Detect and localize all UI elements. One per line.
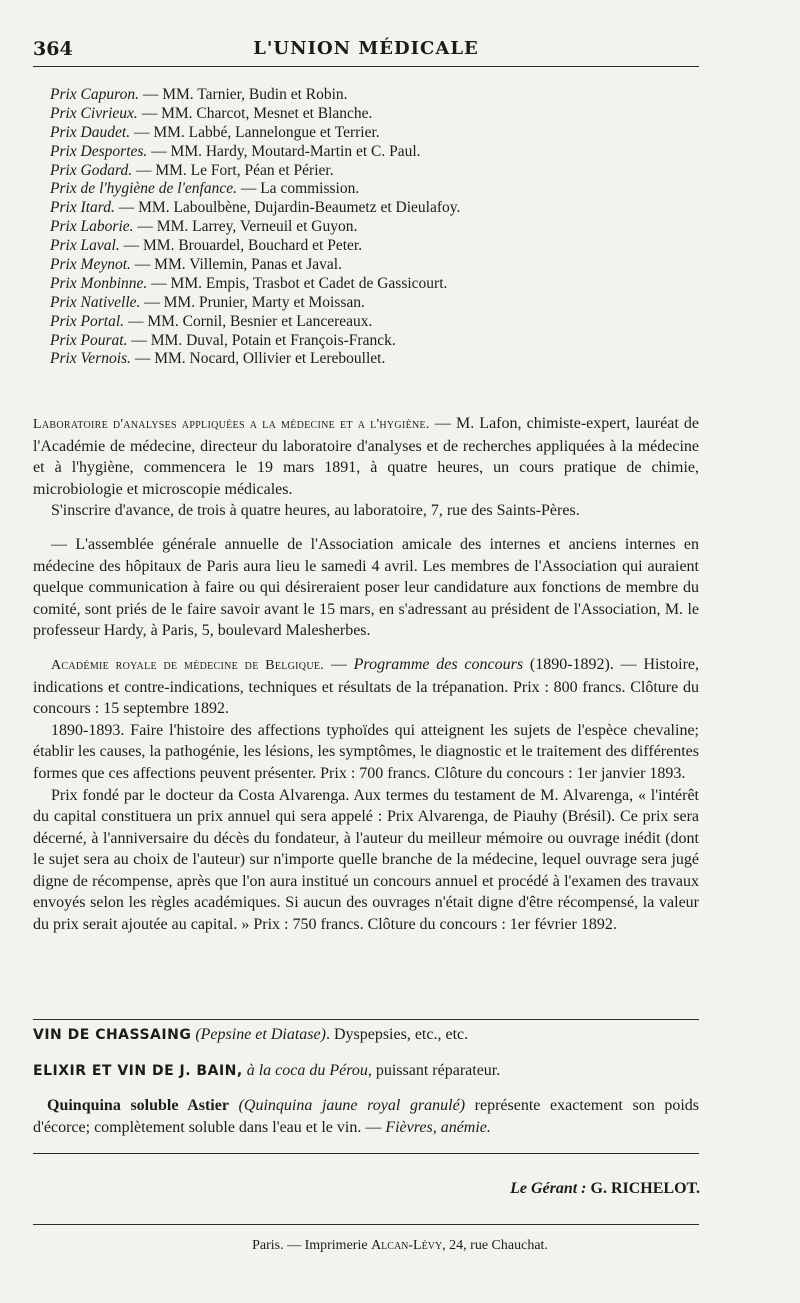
prize-name: Prix Laborie. [50,218,134,236]
prize-name: Prix Meynot. [50,256,131,274]
imprint-pre: Paris. — Imprimerie [252,1238,372,1253]
prize-jury: — MM. Villemin, Panas et Javal. [130,256,342,274]
ad-astier [33,1095,699,1138]
prize-item [50,180,690,199]
imprint-address: , 24, rue Chauchat. [442,1238,548,1253]
academie-paragraph-2: 1890-1893. Faire l'histoire des affections typhoïdes qui atteignent les sujets de l'espèce chevaline; établir les causes, la pathogénie, les lésions, les symptômes, le diagnostic et le traitement des différentes formes que ces affections peuvent présenter. Prix : 700 francs. Clôture du concours : 1er janvier 1893. [33,721,699,782]
prize-jury: — MM. Duval, Potain et François-Franck. [127,331,396,349]
prize-jury: — MM. Cornil, Besnier et Lancereaux. [124,312,373,330]
prize-jury: — MM. Labbé, Lannelongue et Terrier. [130,123,380,141]
prize-item [50,350,690,369]
ad-text: , puissant réparateur. [367,1061,501,1079]
prize-item [50,256,690,275]
prize-item [50,237,690,256]
ad-chassaing [33,1024,699,1047]
imprint-rule [33,1224,699,1225]
ad-text: représente exactement son poids d'écorce; complètement soluble dans l'eau et le vin. — [33,1097,699,1136]
prize-name: Prix Itard. [50,199,115,217]
prize-item [50,105,690,124]
page-header [33,36,699,60]
gerant-label: Le Gérant : [510,1180,587,1197]
prize-name: Prix Godard. [50,161,133,179]
ad-brand: ELIXIR ET VIN DE J. BAIN, [33,1062,243,1079]
page-number: 364 [33,38,73,60]
prize-item [50,218,690,237]
ad-text: . Dyspepsies, etc., etc. [325,1026,469,1043]
prize-name: Prix Daudet. [50,123,131,141]
prize-name: Prix de l'hygiène de l'enfance. [50,180,237,198]
prize-name: Prix Vernois. [50,350,131,368]
ad-italic: à la coca du Pérou [242,1061,368,1079]
prize-name: Prix Capuron. [50,86,139,103]
prize-item [50,162,690,181]
labo-text: — M. Lafon, chimiste-expert, lauréat de l'Académie de médecine, directeur du laboratoire d'analyses et de recherches appliquées à la médecine et à l'hygiène, commencera le 19 mars 1891, à quatre heures, un cours pratique de chimie, microbiologie et microscopie médicales. [33,415,700,498]
ad-brand: Quinquina soluble Astier [47,1097,229,1115]
prize-jury: — MM. Le Fort, Péan et Périer. [132,161,334,179]
academie-heading: Académie royale de médecine de Belgique. [51,657,325,673]
prize-name: Prix Nativelle. [50,293,141,311]
prize-jury: — MM. Empis, Trasbot et Cadet de Gassicourt. [147,274,448,292]
prize-item [50,313,690,332]
prize-name: Prix Pourat. [50,331,128,349]
prize-jury: — MM. Larrey, Verneuil et Guyon. [133,218,358,236]
prize-name: Prix Desportes. [50,142,148,160]
article-body [33,413,699,936]
imprint-printer: Alcan-Lévy [371,1238,443,1253]
academie-programme: Programme des concours [353,655,524,673]
assoc-paragraph: — L'assemblée générale annuelle de l'Association amicale des internes et anciens internes en médecine des hôpitaux de Paris aura lieu le samedi 4 avril. Les membres de l'Association qui auraient quelque communication à faire ou qui désireraient poser leur candidature aux fonctions de membre du comité, sont priés de le faire savoir avant le 15 mars, en s'adressant au président de l'Association, M. le professeur Hardy, à Paris, 5, boulevard Malesherbes. [33,535,699,640]
prize-jury: — MM. Nocard, Ollivier et Lereboullet. [130,350,386,368]
academie-paragraph-3: Prix fondé par le docteur da Costa Alvarenga. Aux termes du testament de M. Alvarenga, « l'intérêt du capital constituera un prix annuel qui sera appelé : Prix Alvarenga, de Piauhy (Brésil). Ce prix sera décerné, à l'anniversaire du décès du fondateur, à l'auteur du meilleur mémoire ou ouvrage inédit (dont le sujet sera au choix de l'auteur) sur n'importe quelle branche de la médecine, lequel ouvrage sera jugé digne de récompense, après que l'on aura institué un concours annuel et procédé à l'examen des travaux envoyés selon les règles académiques. Si aucun des ouvrages n'était digne d'être récompensé, la valeur du prix serait ajoutée au capital. » Prix : 750 francs. Clôture du concours : 1er février 1892. [33,786,699,934]
prize-item [50,199,690,218]
ad-rule [33,1019,699,1020]
labo-registration: S'inscrire d'avance, de trois à quatre heures, au laboratoire, 7, rue des Saints-Pères. [51,502,580,520]
labo-heading: Laboratoire d'analyses appliquées a la médecine et a l'hygiène. [33,417,430,432]
prize-item [50,124,690,143]
advertisements [33,1019,699,1151]
prize-name: Prix Portal. [50,312,125,330]
ad-brand: VIN DE CHASSAING [33,1027,192,1043]
footer-rule [33,1153,699,1154]
printer-imprint [0,1238,800,1254]
gerant-signature [510,1180,700,1198]
prize-name: Prix Monbinne. [50,274,148,292]
prize-jury: — MM. Laboulbène, Dujardin-Beaumetz et Dieulafoy. [114,199,461,217]
prize-jury: — La commission. [236,180,360,198]
academie-text-1: (1890-1892). — Histoire, indications et contre-indications, techniques et résultats de la trépanation. Prix : 800 francs. Clôture du concours : 15 septembre 1892. [33,655,699,718]
prize-jury: — MM. Tarnier, Budin et Robin. [138,86,348,103]
prize-list [50,86,690,369]
ad-bain [33,1060,699,1083]
prize-jury: — MM. Prunier, Marty et Moissan. [140,293,365,311]
labo-paragraph [33,413,699,500]
prize-item [50,143,690,162]
prize-item [50,294,690,313]
ad-italic: Fièvres, anémie. [385,1118,491,1136]
prize-jury: — MM. Hardy, Moutard-Martin et C. Paul. [147,142,421,160]
journal-title: L'UNION MÉDICALE [253,38,479,59]
header-rule [33,66,699,67]
ad-italic: (Quinquina jaune royal granulé) [228,1097,466,1115]
prize-name: Prix Civrieux. [50,104,138,122]
prize-item [50,275,690,294]
gerant-name: G. RICHELOT. [586,1180,700,1197]
prize-jury: — MM. Charcot, Mesnet et Blanche. [137,104,373,122]
prize-item [50,86,690,105]
prize-jury: — MM. Brouardel, Bouchard et Peter. [119,237,363,255]
prize-name: Prix Laval. [50,237,120,255]
ad-italic: (Pepsine et Diatase) [195,1026,326,1043]
prize-item [50,332,690,351]
academie-paragraph: Académie royale de médecine de Belgique. — Programme des concours (1890-1892). — Histoire, indications et contre-indications, techniques et résultats de la trépanation. Prix : 800 francs. Clôture du concours : 15 septembre 1892. [33,655,699,718]
